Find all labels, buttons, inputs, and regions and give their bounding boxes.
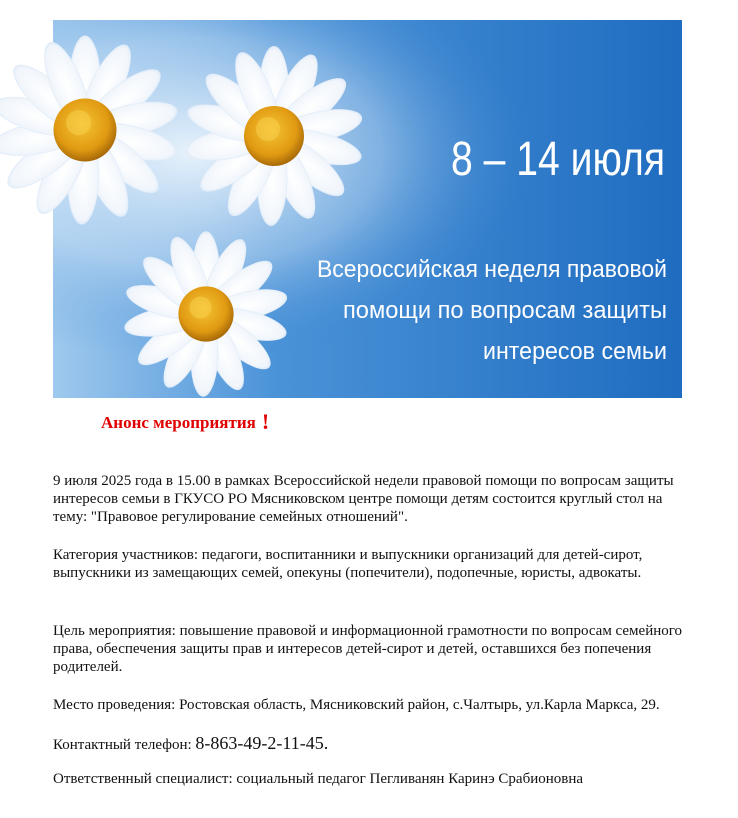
venue-paragraph: Место проведения: Ростовская область, Мясниковский район, с.Чалтырь, ул.Карла Маркса, 29. <box>53 697 660 713</box>
banner-title-line-3: интересов семьи <box>483 338 667 365</box>
announcement-label: Анонс мероприятия <box>101 413 256 432</box>
phone-label: Контактный телефон: <box>53 737 196 753</box>
exclamation-icon: ! <box>261 409 270 434</box>
phone-number: 8-863-49-2-11-45. <box>195 733 329 753</box>
participants-paragraph: Категория участников: педагоги, воспитанники и выпускники организаций для детей-сирот, выпускники из замещающих семей, опекуны (попечители), подопечные, юристы, адвокаты. <box>53 547 643 581</box>
goal-paragraph: Цель мероприятия: повышение правовой и информационной грамотности по вопросам семейного права, обеспечения защиты прав и интересов детей-сирот и детей, оставшихся без попечения родителей. <box>53 623 683 675</box>
intro-paragraph: 9 июля 2025 года в 15.00 в рамках Всероссийской недели правовой помощи по вопросам защиты интересов семьи в ГКУСО РО Мясниковском центре помощи детям состоится круглый стол на тему: "Правовое регулирование семейных отношений". <box>53 473 674 525</box>
banner-dates: 8 – 14 июля <box>451 133 665 186</box>
announcement-heading <box>101 411 269 433</box>
banner-artwork <box>53 20 682 398</box>
specialist-paragraph: Ответственный специалист: социальный педагог Пегливанян Каринэ Срабионовна <box>53 771 584 787</box>
event-banner <box>53 20 682 398</box>
contact-phone <box>53 733 328 755</box>
banner-title-line-2: помощи по вопросам защиты <box>343 297 667 324</box>
banner-title-line-1: Всероссийская неделя правовой <box>317 256 667 283</box>
